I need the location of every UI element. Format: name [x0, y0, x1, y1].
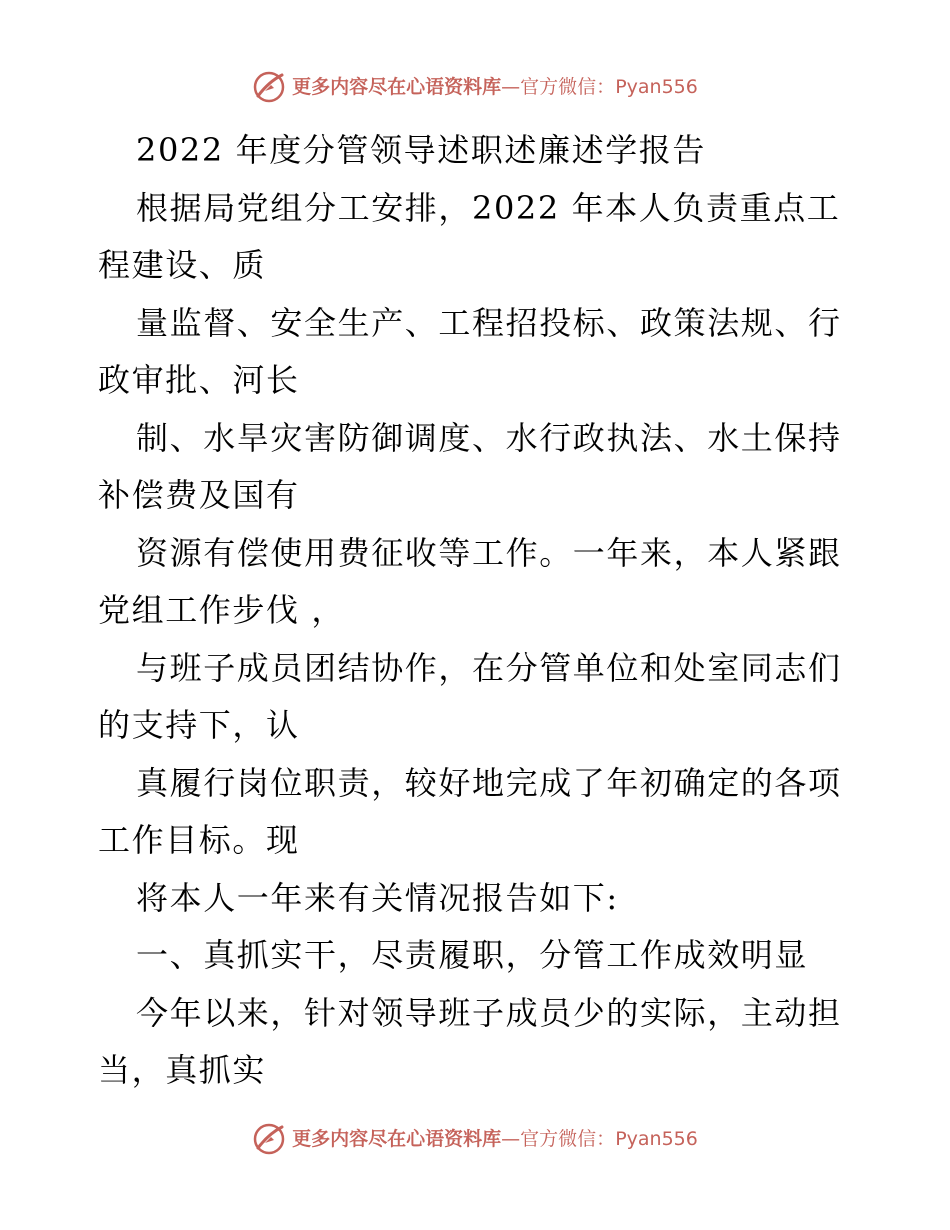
paragraph: 量监督、安全生产、工程招投标、政策法规、行政审批、河长: [98, 303, 842, 399]
watermark-wechat-id: Pyan556: [615, 76, 698, 98]
paragraph: 与班子成员团结协作，在分管单位和处室同志们的支持下，认: [98, 648, 842, 744]
paragraph: 资源有偿使用费征收等工作。一年来，本人紧跟党组工作步伐 ，: [98, 533, 842, 629]
paragraph: 将本人一年来有关情况报告如下:: [136, 878, 619, 917]
watermark-dash: —: [501, 76, 521, 98]
paragraph: 真履行岗位职责，较好地完成了年初确定的各项工作目标。现: [98, 763, 842, 859]
paragraph: 今年以来，针对领导班子成员少的实际，主动担当，真抓实: [98, 993, 842, 1089]
watermark-sub-text: 官方微信：: [520, 76, 616, 98]
watermark-main-text: 更多内容尽在心语资料库: [292, 76, 502, 98]
document-title: 2022 年度分管领导述职述廉述学报告: [136, 131, 707, 169]
section-heading: 一、真抓实干，尽责履职，分管工作成效明显: [136, 936, 809, 974]
watermark-wechat-id: Pyan556: [615, 1128, 698, 1150]
logo-icon: [252, 1122, 286, 1156]
logo-icon: [252, 70, 286, 104]
watermark-sub-text: 官方微信：: [520, 1128, 616, 1150]
watermark-main-text: 更多内容尽在心语资料库: [292, 1128, 502, 1150]
document-body: [98, 122, 858, 1100]
footer-watermark: [0, 1122, 950, 1156]
watermark-dash: —: [501, 1128, 521, 1150]
paragraph: 根据局党组分工安排，2022 年本人负责重点工程建设、质: [98, 188, 841, 284]
paragraph: 制、水旱灾害防御调度、水行政执法、水土保持补偿费及国有: [98, 418, 842, 514]
header-watermark: [0, 70, 950, 104]
